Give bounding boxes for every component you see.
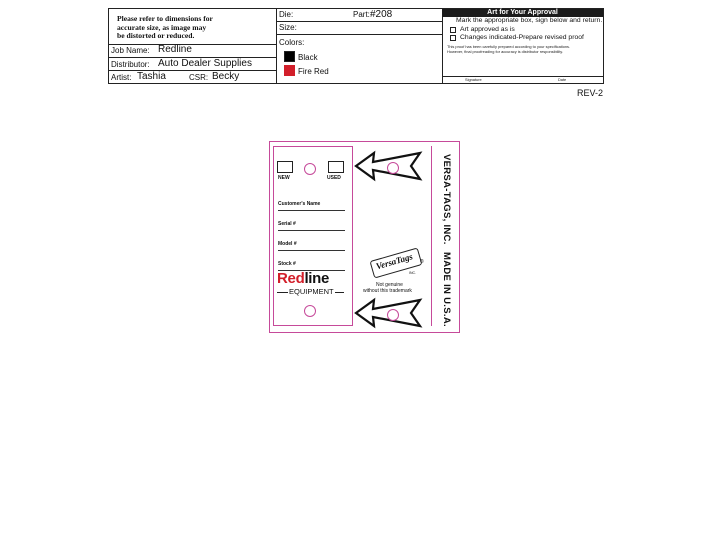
- bottom-hole: [304, 305, 316, 317]
- divider: [109, 70, 276, 71]
- artist-value: Tashia: [137, 71, 166, 82]
- trademark-line1: Not genuine: [376, 282, 403, 288]
- brand-inc: INC.: [409, 271, 416, 275]
- approval-disclaimer: This proof has been carefully prepared according to your specifications. However, final proofreading for accuracy is distributor responsibility.: [447, 44, 571, 54]
- art-approved-label: Art approved as is: [460, 26, 515, 33]
- art-approved-checkbox[interactable]: [450, 27, 456, 33]
- colors-label: Colors:: [279, 38, 305, 47]
- divider: [109, 44, 276, 45]
- field-model: Model #: [278, 241, 297, 247]
- die-label: Die:: [279, 10, 294, 19]
- top-hole: [304, 163, 316, 175]
- field-serial: Serial #: [278, 221, 296, 227]
- redline-logo: [277, 270, 329, 287]
- redline-logo-red: Red: [277, 270, 305, 287]
- approval-instruction: Mark the appropriate box, sign below and return.: [456, 17, 603, 24]
- color-swatch-black: [284, 51, 295, 62]
- date-label: Date: [558, 77, 567, 82]
- csr-label: CSR:: [189, 73, 209, 82]
- divider: [442, 9, 443, 83]
- used-label: USED: [327, 175, 341, 181]
- size-notice: Please refer to dimensions for accurate size, as image may be distorted or reduced.: [117, 14, 213, 41]
- changes-indicated-label: Changes indicated-Prepare revised proof: [460, 34, 584, 41]
- approval-title: Art for Your Approval: [442, 9, 603, 17]
- csr-value: Becky: [212, 71, 240, 82]
- distributor-value: Auto Dealer Supplies: [158, 58, 252, 69]
- field-customer-name: Customer's Name: [278, 201, 321, 207]
- signature-label: Signature: [465, 77, 482, 82]
- field-line: [278, 230, 345, 231]
- versa-tags-vertical-text: VERSA-TAGS, INC.: [441, 154, 452, 245]
- registered-mark: ®: [420, 259, 424, 265]
- color-name-red: Fire Red: [298, 67, 329, 76]
- part-label: Part:: [353, 10, 370, 19]
- divider: [276, 21, 442, 22]
- new-label: NEW: [278, 175, 290, 181]
- job-name-label: Job Name:: [111, 46, 150, 55]
- distributor-label: Distributor:: [111, 60, 150, 69]
- new-checkbox: [277, 161, 293, 173]
- artist-label: Artist:: [111, 73, 132, 82]
- part-value: #208: [370, 9, 393, 20]
- size-label: Size:: [279, 23, 297, 32]
- arrow-bottom-hole: [387, 309, 399, 321]
- equipment-label: EQUIPMENT: [289, 287, 334, 296]
- job-name-value: Redline: [158, 44, 192, 55]
- field-line: [278, 250, 345, 251]
- redline-logo-black: line: [304, 270, 330, 287]
- tag-stub-divider: [431, 146, 432, 326]
- revision-label: REV-2: [577, 88, 604, 98]
- field-stock: Stock #: [278, 261, 296, 267]
- divider: [276, 34, 442, 35]
- used-checkbox: [328, 161, 344, 173]
- trademark-line2: without this trademark: [363, 288, 412, 294]
- changes-indicated-checkbox[interactable]: [450, 35, 456, 41]
- field-line: [278, 210, 345, 211]
- color-name-black: Black: [298, 53, 318, 62]
- made-in-usa-vertical-text: MADE IN U.S.A.: [441, 252, 452, 327]
- arrow-top-hole: [387, 162, 399, 174]
- versatags-logo: VersaTags: [369, 247, 422, 278]
- color-swatch-red: [284, 65, 295, 76]
